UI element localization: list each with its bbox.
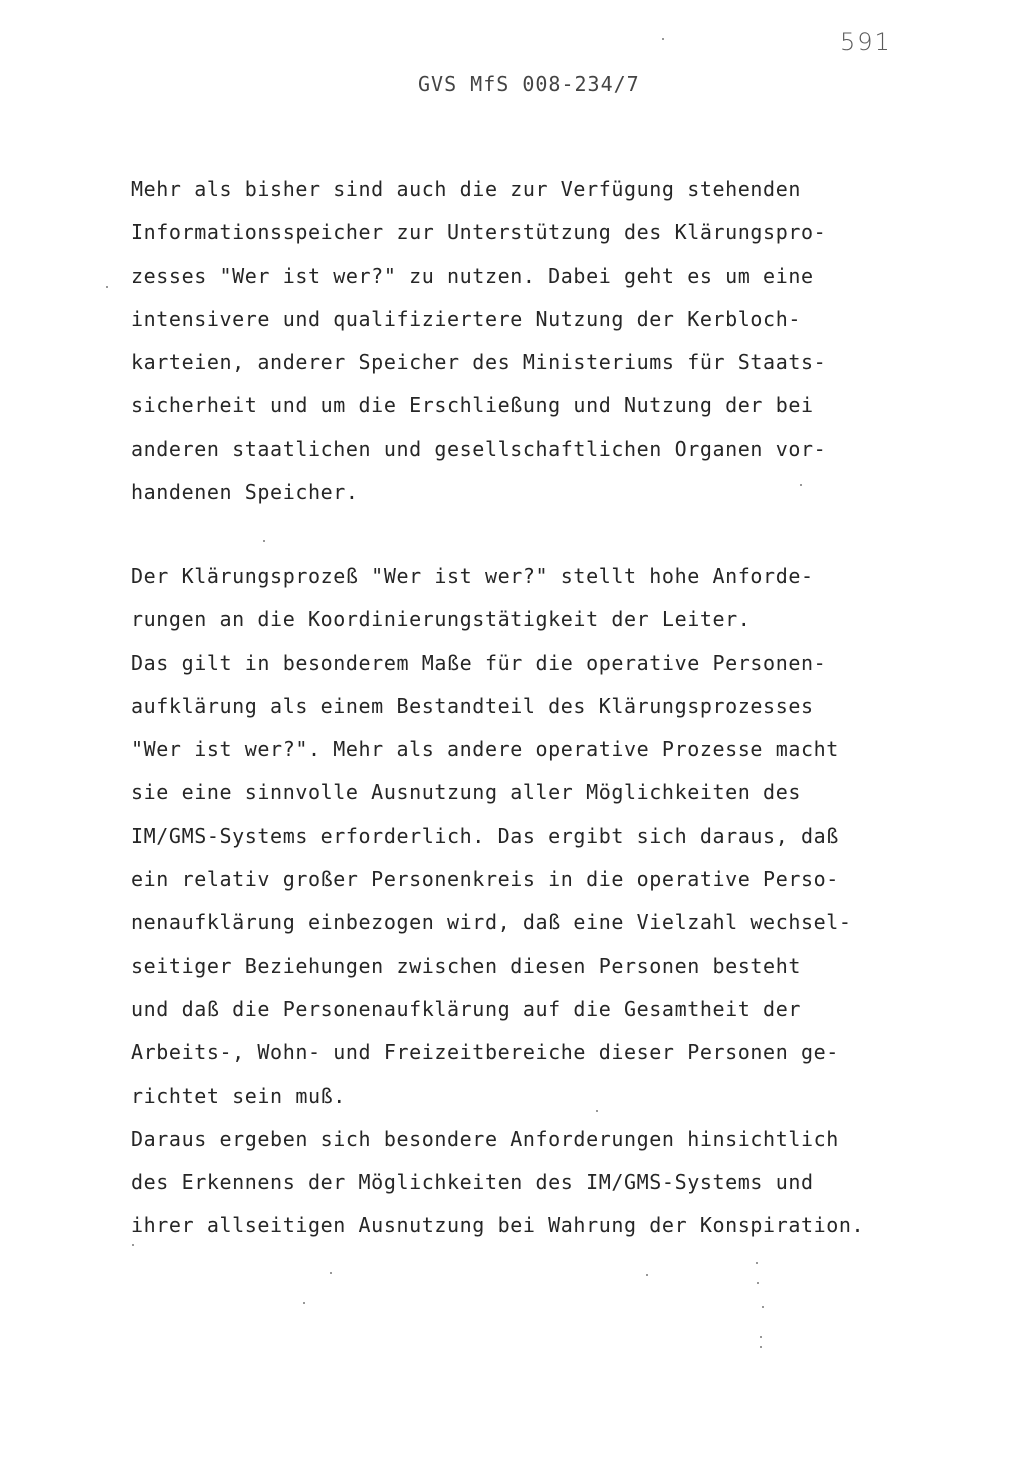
scan-speck	[106, 286, 108, 288]
text-line: sicherheit und um die Erschließung und Nutzung der bei	[131, 393, 814, 418]
text-line: Informationsspeicher zur Unterstützung des Klärungspro-	[131, 220, 827, 245]
text-line: anderen staatlichen und gesellschaftlichen Organen vor-	[131, 436, 827, 461]
text-line: aufklärung als einem Bestandteil des Klärungsprozesses	[131, 693, 814, 718]
text-line: und daß die Personenaufklärung auf die Gesamtheit der	[131, 996, 801, 1021]
text-line: karteien, anderer Speicher des Ministeriums für Staats-	[131, 350, 827, 375]
text-line: "Wer ist wer?". Mehr als andere operative Prozesse macht	[131, 737, 839, 762]
scan-speck	[646, 1274, 648, 1276]
paragraph-2	[131, 555, 911, 1248]
scan-speck	[303, 1302, 305, 1304]
text-line: IM/GMS-Systems erforderlich. Das ergibt sich daraus, daß	[131, 823, 839, 848]
page-number: 591	[840, 28, 892, 56]
scan-speck	[757, 1282, 759, 1284]
document-reference-header: GVS MfS 008-234/7	[418, 72, 640, 96]
text-line: ein relativ großer Personenkreis in die operative Perso-	[131, 867, 839, 892]
text-line: Der Klärungsprozeß "Wer ist wer?" stellt hohe Anforde-	[131, 564, 814, 588]
scan-speck	[662, 38, 664, 40]
text-line: ihrer allseitigen Ausnutzung bei Wahrung der Konspiration.	[131, 1213, 865, 1238]
scan-speck	[800, 484, 802, 486]
text-line: handenen Speicher.	[131, 480, 359, 505]
scan-speck	[762, 1306, 764, 1308]
scan-speck	[760, 1336, 762, 1338]
text-line: intensivere und qualifiziertere Nutzung der Kerbloch-	[131, 306, 801, 331]
text-line: nenaufklärung einbezogen wird, daß eine Vielzahl wechsel-	[131, 910, 852, 935]
scan-speck	[596, 1110, 598, 1112]
text-line: seitiger Beziehungen zwischen diesen Personen besteht	[131, 953, 801, 978]
text-line: zesses "Wer ist wer?" zu nutzen. Dabei geht es um eine	[131, 263, 814, 288]
text-line: Daraus ergeben sich besondere Anforderungen hinsichtlich	[131, 1126, 839, 1151]
scan-speck	[760, 1346, 762, 1348]
text-line: Das gilt in besonderem Maße für die operative Personen-	[131, 650, 827, 675]
text-line: des Erkennens der Möglichkeiten des IM/GMS-Systems und	[131, 1170, 814, 1195]
text-line: rungen an die Koordinierungstätigkeit der Leiter.	[131, 607, 751, 632]
paragraph-1	[131, 168, 911, 514]
scan-speck	[756, 1262, 758, 1264]
text-line: Arbeits-, Wohn- und Freizeitbereiche dieser Personen ge-	[131, 1040, 839, 1065]
text-line: sie eine sinnvolle Ausnutzung aller Möglichkeiten des	[131, 780, 801, 805]
scan-speck	[263, 540, 265, 542]
scan-speck	[132, 1244, 134, 1246]
text-line: richtet sein muß.	[131, 1083, 346, 1108]
scan-speck	[330, 1272, 332, 1274]
text-line: Mehr als bisher sind auch die zur Verfügung stehenden	[131, 177, 801, 201]
